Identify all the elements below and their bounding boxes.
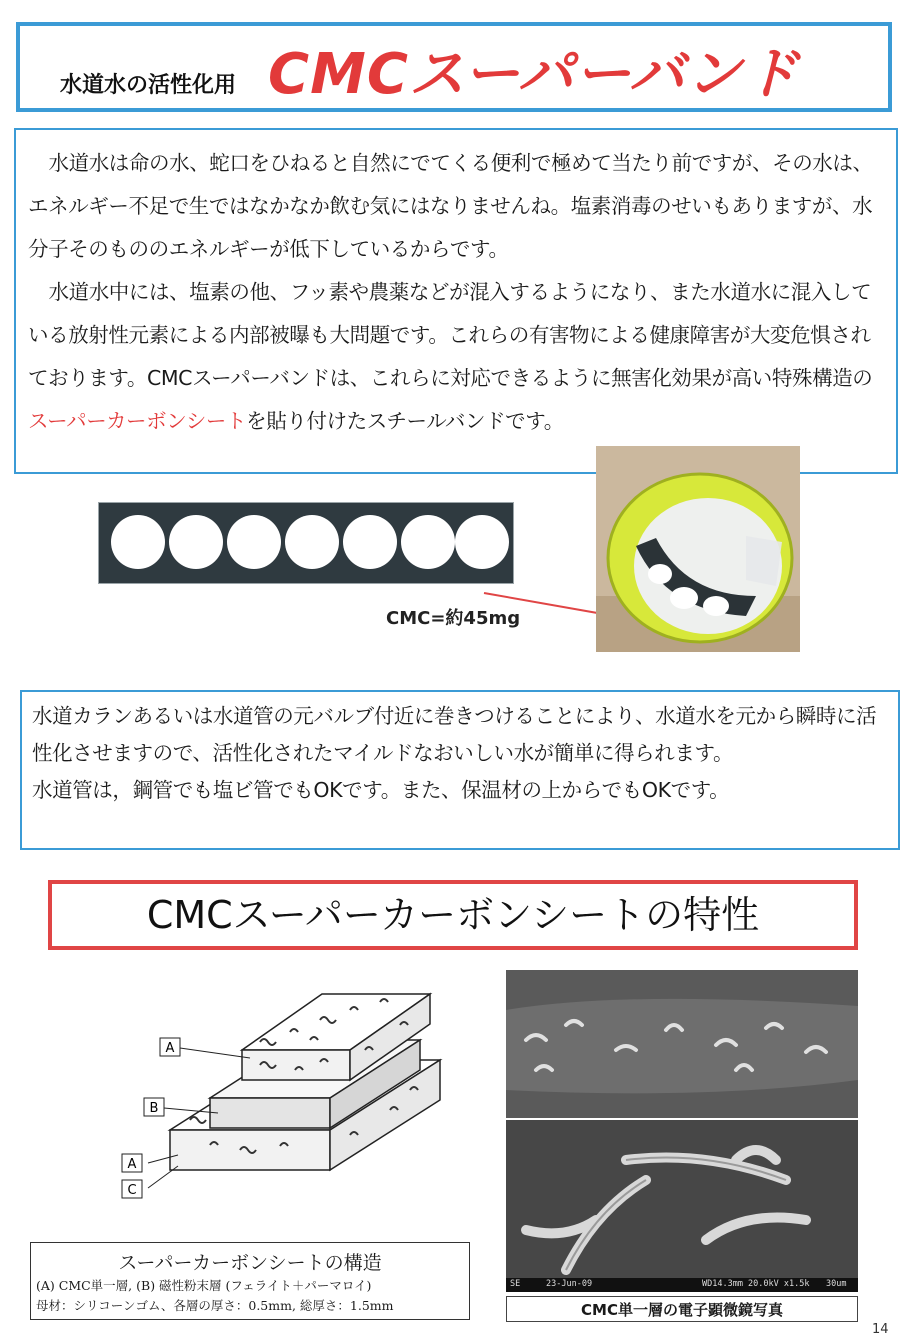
structure-diagram (110, 970, 490, 1210)
header-title: CMCスーパーバンド (268, 42, 800, 107)
intro-p2-before: 水道水中には、塩素の他、フッ素や農薬などが混入するようになり、また水道水に混入している放射性元素による内部被曝も大問題です。これらの有害物による健康障害が大変危惧されております。CMCスーパーバンドは、これらに対応できるように無害化効果が高い特殊構造の (28, 280, 873, 390)
label-a-bottom: A (127, 1157, 137, 1172)
page-number: 14 (872, 1322, 889, 1337)
intro-paragraph-2 (28, 271, 890, 443)
intro-text (28, 142, 890, 443)
sem-bar-left: SE (510, 1279, 521, 1289)
usage-text (32, 698, 894, 809)
layer-diagram-svg (110, 970, 490, 1210)
sem-info-bar (506, 1278, 858, 1292)
structure-line-1: (A) CMC単一層, (B) 磁性粉末層 (フェライト＋パーマロイ) (36, 1278, 372, 1293)
sem-micrograph-bottom (506, 1120, 858, 1290)
structure-line-2: 母材：シリコーンゴム、各層の厚さ：0.5mm, 総厚さ：1.5mm (36, 1298, 394, 1313)
carbon-sheet-hole (111, 515, 165, 569)
sem-bar-scale: 30um (826, 1279, 847, 1289)
sem-bar-date: 23-Jun-09 (546, 1279, 593, 1289)
sem-bottom-texture (506, 1120, 858, 1290)
carbon-sheet-hole (285, 515, 339, 569)
usage-paragraph-2: 水道管は，鋼管でも塩ビ管でもOKです。また、保温材の上からでもOKです。 (32, 778, 730, 802)
header-subtitle: 水道水の活性化用 (60, 73, 237, 98)
label-a-top: A (165, 1041, 175, 1056)
sem-micrograph-top (506, 970, 858, 1118)
carbon-sheet-hole (401, 515, 455, 569)
carbon-sheet-hole (455, 515, 509, 569)
sem-caption: CMC単一層の電子顕微鏡写真 (581, 1301, 783, 1319)
structure-title: スーパーカーボンシートの構造 (118, 1252, 382, 1274)
label-c: C (127, 1183, 137, 1198)
band-ring-illustration (596, 446, 800, 652)
band-ring-photo (596, 446, 800, 652)
usage-paragraph-1: 水道カランあるいは水道管の元バルブ付近に巻きつけることにより、水道水を元から瞬時に活性化させますので、活性化されたマイルドなおいしい水が簡単に得られます。 (32, 704, 877, 765)
cmc-weight-label: CMC=約45mg (386, 608, 521, 629)
sem-top-texture (506, 970, 858, 1118)
intro-p2-after: を貼り付けたスチールバンドです。 (246, 409, 564, 433)
carbon-sheet-hole (343, 515, 397, 569)
intro-p2-highlight: スーパーカーボンシート (28, 409, 247, 433)
carbon-sheet-hole (169, 515, 223, 569)
intro-paragraph-1: 水道水は命の水、蛇口をひねると自然にでてくる便利で極めて当たり前ですが、その水は、エネルギー不足で生ではなかなか飲む気にはなりませんね。塩素消毒のせいもありますが、水分子そのもののエネルギーが低下しているからです。 (28, 151, 873, 261)
carbon-sheet-hole (227, 515, 281, 569)
steel-band-strip (98, 502, 514, 584)
sem-bar-info: WD14.3mm 20.0kV x1.5k (702, 1279, 810, 1289)
section-title: CMCスーパーカーボンシートの特性 (146, 893, 760, 937)
label-b: B (149, 1101, 159, 1116)
